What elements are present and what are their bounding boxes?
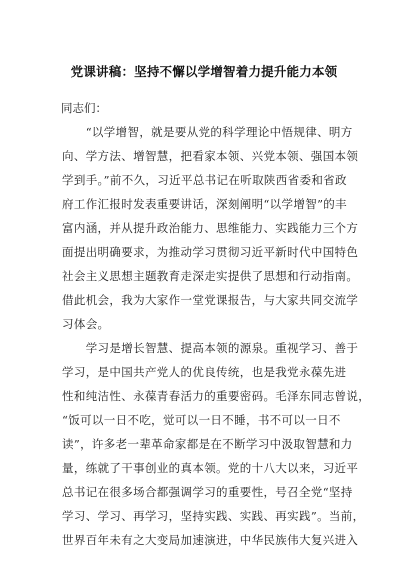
body-line: 面提出明确要求，为推动学习贯彻习近平新时代中国特色 (62, 245, 359, 259)
body-line: 借此机会，我为大家作一堂党课报告，与大家共同交流学 (62, 293, 359, 307)
body-line: 性和纯洁性、永葆青春活力的重要密码。毛泽东同志曾说， (62, 389, 371, 403)
body-line: 读”，许多老一辈革命家都是在不断学习中汲取智慧和力 (62, 437, 353, 451)
body-line: 世界百年未有之大变局加速演进，中华民族伟大复兴进入 (62, 533, 359, 547)
document-title: 党课讲稿：坚持不懈以学增智着力提升能力本领 (70, 64, 338, 79)
body-line: 府工作汇报时发表重要讲话，深刻阐明“以学增智”的丰 (62, 197, 348, 211)
body-line: 学到手。”前不久，习近平总书记在听取陕西省委和省政 (62, 173, 347, 187)
body-line: “饭可以一日不吃，觉可以一日不睡，书不可以一日不 (62, 413, 341, 427)
body-line: 向、学方法、增智慧，把看家本领、兴党本领、强国本领 (62, 149, 359, 163)
body-line: 学习是增长智慧、提高本领的源泉。重视学习、善于 (62, 341, 359, 355)
body-line: 富内涵，并从提升政治能力、思维能力、实践能力三个方 (62, 221, 359, 235)
greeting: 同志们： (61, 101, 107, 115)
body-line: “以学增智，就是要从党的科学理论中悟规律、明方 (62, 125, 353, 139)
body-line: 习体会。 (62, 317, 110, 331)
body-line: 社会主义思想主题教育走深走实提供了思想和行动指南。 (62, 269, 359, 283)
body-line: 量，练就了干事创业的真本领。党的十八大以来，习近平 (62, 461, 359, 475)
body-line: 学习，是中国共产党人的优良传统，也是我党永葆先进 (62, 365, 347, 379)
body-line: 学习、学习、再学习，坚持实践、实践、再实践”。当前， (62, 509, 365, 523)
body-line: 总书记在很多场合都强调学习的重要性，号召全党“坚持 (62, 485, 353, 499)
